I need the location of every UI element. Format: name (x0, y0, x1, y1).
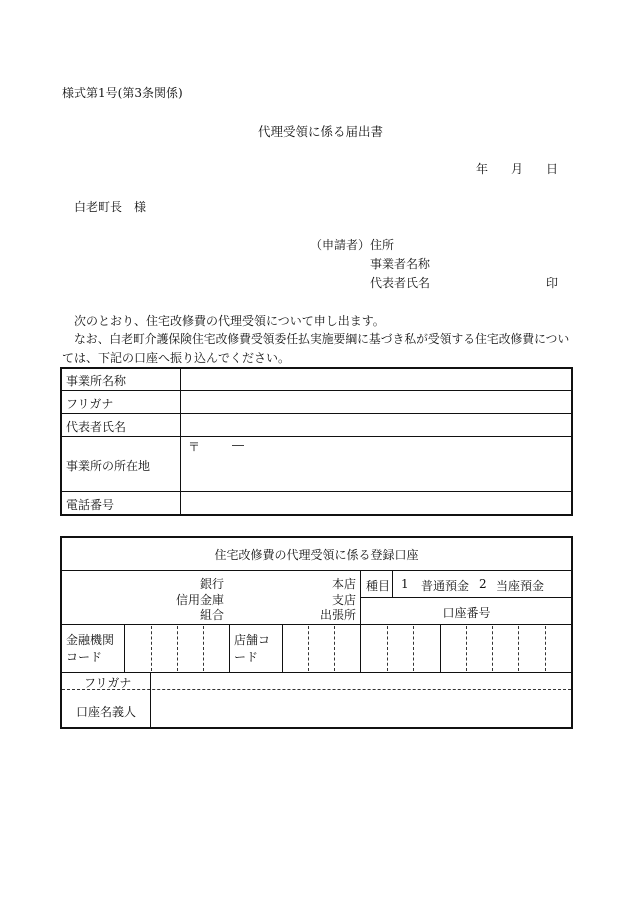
kind-label: 種目 (366, 579, 391, 593)
branch-code-label-line-2: ード (234, 650, 259, 664)
branch-type-branch: 支店 (331, 593, 356, 607)
bank-code-field[interactable] (126, 626, 228, 671)
kind-option-2-number: 2 (479, 577, 487, 591)
holder-furigana-field[interactable] (152, 673, 571, 688)
phone-field[interactable] (181, 492, 571, 514)
branch-code-field[interactable] (284, 626, 359, 671)
bank-code-label-line-2: コード (66, 650, 103, 664)
bank-type-bank: 銀行 (199, 577, 224, 591)
postal-dash: ― (232, 438, 244, 452)
body-line-2: なお、白老町介護保険住宅改修費受領委任払実施要綱に基づき私が受領する住宅改修費につい (74, 332, 570, 346)
date-day-label: 日 (546, 162, 559, 176)
representative-field[interactable] (181, 414, 571, 435)
business-address-field[interactable] (181, 437, 571, 490)
bank-table-title: 住宅改修費の代理受領に係る登録口座 (214, 548, 419, 562)
form-number: 様式第1号(第3条関係) (62, 86, 183, 100)
business-name-field[interactable] (181, 391, 571, 412)
body-line-3: ては、下記の口座へ振り込んでください。 (62, 351, 291, 365)
account-number-field[interactable] (362, 626, 572, 671)
bank-code-label (66, 632, 114, 666)
kind-option-ordinary[interactable]: 普通預金 (421, 579, 470, 593)
branch-type-main: 本店 (331, 577, 356, 591)
business-name-label: 事業所名称 (66, 374, 127, 388)
bank-code-label-line-1: 金融機関 (66, 633, 115, 647)
kind-option-1-number: 1 (401, 577, 409, 591)
date-year-label: 年 (476, 162, 489, 176)
addressee: 白老町長 様 (74, 200, 147, 214)
representative-label: 代表者氏名 (66, 420, 127, 434)
date-month-label: 月 (511, 162, 524, 176)
page-title: 代理受領に係る届出書 (258, 124, 384, 139)
furigana-label: フリガナ (66, 397, 114, 411)
account-number-label: 口座番号 (442, 606, 491, 620)
account-holder-label: 口座名義人 (76, 705, 137, 719)
applicant-address-label: 住所 (370, 238, 395, 252)
seal-mark: 印 (546, 276, 559, 290)
holder-furigana-label: フリガナ (84, 676, 132, 690)
bank-type-credit: 信用金庫 (175, 593, 224, 607)
branch-code-label-line-1: 店舗コ (234, 633, 271, 647)
branch-code-label (234, 632, 270, 666)
body-line-1: 次のとおり、住宅改修費の代理受領について申し出ます。 (74, 314, 385, 328)
bank-type-union: 組合 (199, 608, 224, 622)
branch-type-office: 出張所 (319, 608, 356, 622)
phone-label: 電話番号 (66, 498, 115, 512)
account-holder-field[interactable] (152, 691, 571, 727)
business-address-label: 事業所の所在地 (66, 459, 151, 473)
kind-option-current[interactable]: 当座預金 (496, 579, 545, 593)
applicant-business-name-label: 事業者名称 (370, 257, 431, 271)
postal-mark: 〒 (188, 440, 201, 454)
business-name-value-field[interactable] (181, 369, 571, 390)
applicant-label: （申請者） (310, 238, 371, 252)
applicant-representative-label: 代表者氏名 (370, 276, 431, 290)
